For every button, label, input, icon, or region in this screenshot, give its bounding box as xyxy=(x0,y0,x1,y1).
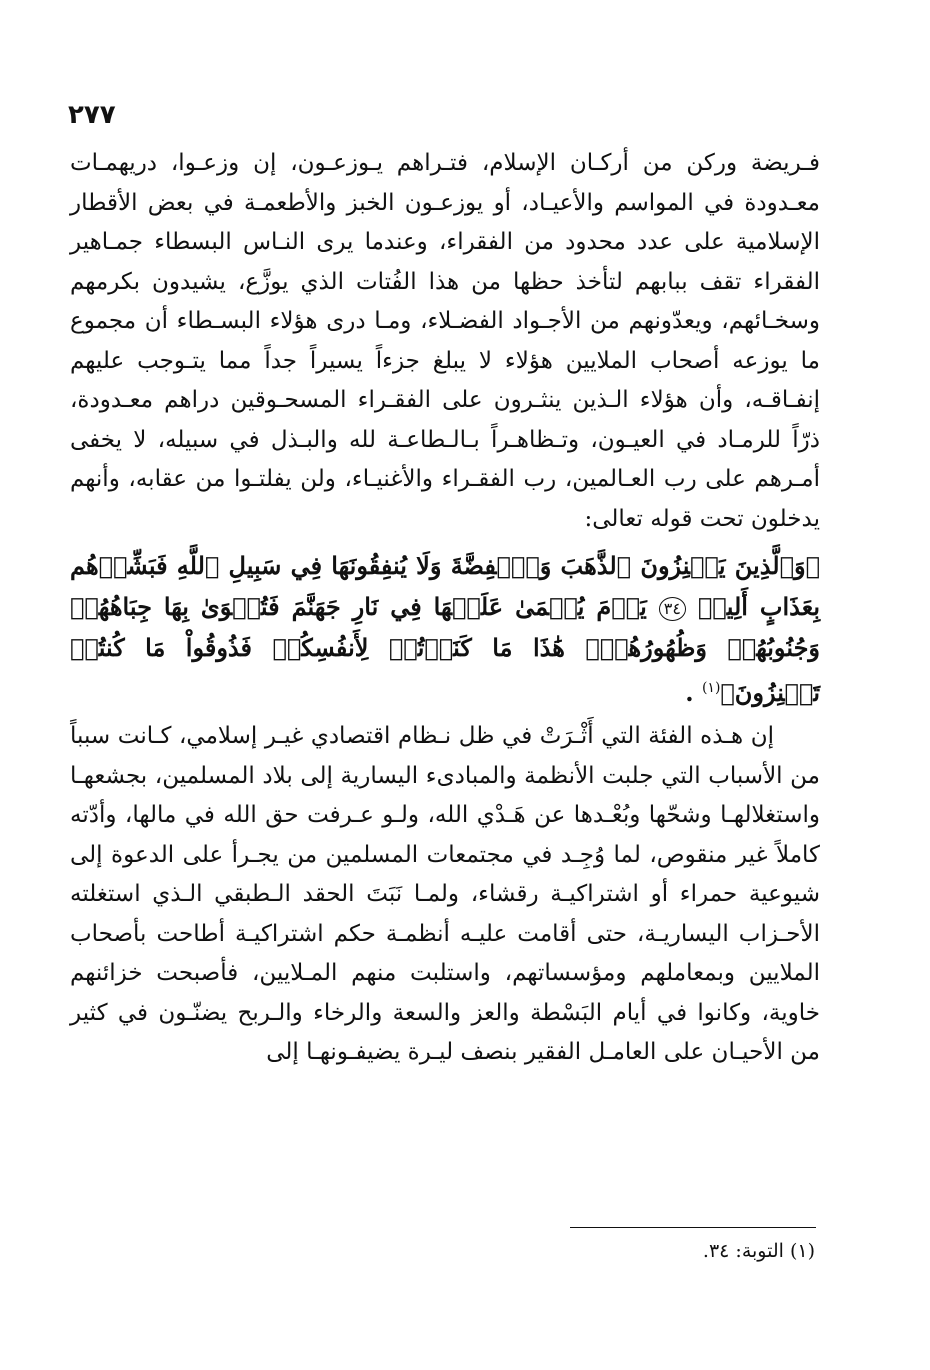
quran-verse-part-2: يَوۡمَ يُحۡمَىٰ عَلَيۡهَا فِي نَارِ جَهَنَّمَ فَتُكۡوَىٰ بِهَا جِبَاهُهُمۡ وَجُنُوبُهُمۡ وَظُهُورُهُمۡۖ هَٰذَا مَا كَنَزۡتُمۡ لِأَنفُسِكُمۡ فَذُوقُواْ مَا كُنتُمۡ تَكۡنِزُونَ﴾ xyxy=(70,592,820,707)
paragraph-second: إن هـذه الفئة التي أَثْـرَتْ في ظل نـظام اقتصادي غيـر إسلامي، كـانت سبباً من الأسباب التي جلبت الأنظمة والمبادىء اليسارية إلى بلاد المسلمين، بجشعهـا واستغلالهـا وشحّها وبُعْـدها عن هَـدْي الله، ولـو عـرفت حق الله في مالها، وأدّته كاملاً غير منقوص، لما وُجِـد في مجتمعات المسلمين من يجـرأ على الدعوة إلى شيوعية حمراء أو اشتراكيـة رقشاء، ولمـا نَبَتَ الحقد الـطبقي الـذي استغلته الأحـزاب اليساريـة، حتى أقامت عليـه أنظمـة حكم اشتراكيـة أطاحت بأصحاب الملايين وبمعاملهم ومؤسساتهم، واستلبت منهم المـلايين، فأصبحت خزائنهم خاوية، وكانوا في أيام البَسْطة والعز والسعة والرخاء والـربح يضنّـون في كثير من الأحيـان على العامـل الفقير بنصف ليـرة يضيفـونهـا إلى xyxy=(70,723,820,1065)
footnote: (١) التوبة: ٣٤. xyxy=(702,1240,815,1262)
page-number: ٢٧٧ xyxy=(68,100,116,130)
footnote-divider xyxy=(570,1227,816,1228)
verse-number-marker: ٣٤ xyxy=(659,597,686,621)
footnote-reference: (١) xyxy=(701,680,721,696)
quran-verse-end: . xyxy=(685,678,694,707)
paragraph-intro: فـريضة وركن من أركـان الإسلام، فتـراهم يـوزعـون، إن وزعـوا، دريهمـات معـدودة في المواسم والأعيـاد، أو يوزعـون الخبز والأطعمـة في بعض الأقطار الإسلامية على عدد محدود من الفقراء، وعندما يرى النـاس البسطاء جمـاهير الفقراء تقف ببابهم لتأخذ حظها من هذا الفُتات الذي يوزَّع، يشيدون بكرمهم وسخـائهم، ويعدّونهم من الأجـواد الفضـلاء، ومـا درى هؤلاء البسـطاء أن مجموع ما يوزعه أصحاب الملايين هؤلاء لا يبلغ جزءاً يسيراً جداً مما يتـوجب عليهم إنفـاقـه، وأن هؤلاء الـذين ينثـرون على الفقـراء المسحـوقين دراهم معـدودة، ذرّاً للرمـاد في العيـون، وتـظاهـراً بـالـطاعـة لله والبـذل في سبيله، لا يخفى أمـرهم على رب العـالمين، رب الفقـراء والأغنيـاء، ولن يفلتـوا من عقابه، وأنهم يدخلون تحت قوله تعالى: xyxy=(70,150,820,532)
quran-verse xyxy=(70,545,820,713)
main-text xyxy=(70,144,820,1073)
quran-verse-part-1: ﴿وَٱلَّذِينَ يَكۡنِزُونَ ٱلذَّهَبَ وَٱلۡفِضَّةَ وَلَا يُنفِقُونَهَا فِي سَبِيلِ ٱللَّهِ فَبَشِّرۡهُم بِعَذَابٍ أَلِيمٖ xyxy=(70,551,821,621)
